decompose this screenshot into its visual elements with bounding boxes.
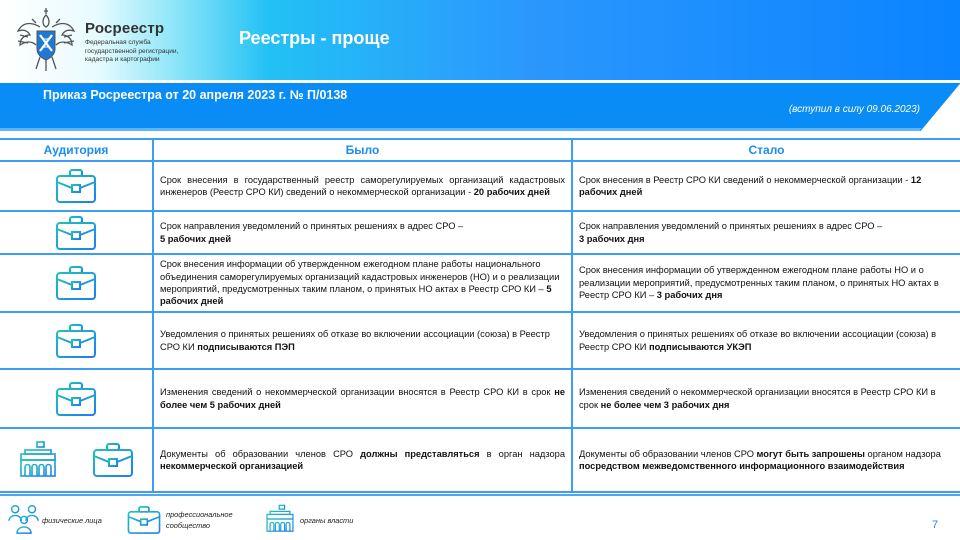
brand-subtitle-line: кадастра и картографии (85, 56, 160, 64)
now-highlight: подписываются УКЭП (649, 341, 752, 352)
was-text: Уведомления о принятых решениях об отказе во включении ассоциации (союза) в Реестр СРО КИ (160, 329, 550, 352)
was-text: Срок внесения информации об утвержденном ежегодном плане работы национального объединения саморегулируемых организаций кадастровых инженеров (НО) и о реализации мероприятий, предусмотренных таким планом, о принятых НО актах в Реестр СРО КИ – (160, 259, 560, 294)
brand-subtitle-line: государственной регистрации, (85, 47, 179, 55)
slide-header (0, 0, 960, 80)
legend-professional-community (166, 509, 233, 531)
now-highlight: посредством межведомственного информационного взаимодействия (579, 461, 905, 471)
was-highlight: 5 рабочих дней (160, 284, 552, 307)
table-row (0, 211, 960, 254)
briefcase-icon (126, 505, 162, 535)
audience-cell (0, 211, 153, 254)
now-text: Изменения сведений о некоммерческой организации вносятся в Реестр СРО КИ в срок (579, 387, 936, 410)
was-cell (153, 312, 572, 369)
now-cell (572, 254, 960, 312)
now-highlight: не более чем 3 рабочих дня (600, 399, 730, 410)
now-highlight: 3 рабочих дня (656, 290, 723, 301)
was-highlight: 20 рабочих дней (473, 187, 550, 197)
was-cell (153, 211, 572, 254)
header-audience: Аудитория (0, 139, 153, 161)
government-building-icon (17, 440, 59, 480)
audience-cell (0, 161, 153, 211)
effective-date: (вступил в силу 09.06.2023) (788, 104, 920, 115)
was-cell (153, 161, 572, 211)
table-header-row (0, 139, 960, 161)
now-cell (572, 369, 960, 428)
was-text: Срок внесения в государственный реестр саморегулируемых организаций кадастровых инженеров (Реестр СРО КИ) сведений о некоммерческой организации - (160, 174, 565, 197)
brand-name: Росреестр (85, 20, 165, 37)
now-text: Уведомления о принятых решениях об отказе во включении ассоциации (союза) в Реестр СРО КИ (579, 329, 937, 352)
briefcase-icon (54, 381, 98, 417)
table-row (0, 428, 960, 492)
legend-individuals: физические лица (42, 516, 102, 525)
briefcase-icon (54, 168, 98, 204)
legend-label-line: профессиональное (166, 510, 233, 519)
table-row (0, 369, 960, 428)
now-text: Документы об образовании членов СРО (579, 448, 757, 459)
was-text: Документы об образовании членов СРО (160, 448, 361, 459)
now-highlight: 3 рабочих дня (579, 233, 645, 244)
header-was: Было (153, 139, 572, 161)
was-cell (153, 254, 572, 312)
legend-authorities: органы власти (300, 516, 354, 525)
now-cell (572, 161, 960, 211)
brand-block (85, 20, 178, 65)
briefcase-icon (54, 215, 98, 251)
audience-cell (0, 428, 153, 492)
audience-cell (0, 312, 153, 369)
page-number: 7 (932, 519, 939, 531)
audience-cell (0, 369, 153, 428)
people-icon (8, 504, 40, 534)
footer-divider-line (0, 494, 960, 496)
was-text: в орган надзора (479, 448, 565, 459)
was-highlight: подписываются ПЭП (197, 341, 295, 352)
order-banner (0, 83, 960, 131)
was-highlight: не более чем 5 рабочих дней (160, 387, 565, 410)
banner-corner-cut (920, 83, 960, 131)
now-text: Срок внесения в Реестр СРО КИ сведений о некоммерческой организации - (579, 174, 911, 185)
now-highlight: могут быть запрошены (756, 448, 865, 459)
table-row (0, 254, 960, 312)
now-text: Срок внесения информации об утвержденном ежегодном плане работы НО и о реализации мероприятий, предусмотренных таким планом, о принятых НО актах в Реестр СРО КИ – (579, 265, 939, 301)
brand-subtitle-line: Федеральная служба (85, 39, 151, 46)
was-text: Срок направления уведомлений о принятых решениях в адрес СРО – (160, 221, 464, 232)
was-text: Изменения сведений о некоммерческой организации вносятся в Реестр СРО КИ в срок (160, 387, 555, 398)
now-text: органом надзора (864, 448, 941, 459)
briefcase-icon (54, 265, 98, 301)
page-title: Реестры - проще (239, 28, 390, 48)
was-cell (153, 369, 572, 428)
brand-subtitle (85, 39, 178, 65)
legend-label-line: сообщество (166, 521, 211, 530)
table-row (0, 161, 960, 211)
now-cell (572, 428, 960, 492)
audience-cell (0, 254, 153, 312)
government-building-icon (264, 503, 296, 535)
now-cell (572, 211, 960, 254)
comparison-table (0, 138, 960, 493)
now-cell (572, 312, 960, 369)
briefcase-icon (91, 442, 135, 478)
double-headed-eagle-emblem-icon (14, 5, 78, 73)
now-highlight: 12 рабочих дней (579, 174, 922, 197)
header-now: Стало (572, 139, 960, 161)
was-cell (153, 428, 572, 492)
order-title: Приказ Росреестра от 20 апреля 2023 г. № П/0138 (43, 88, 348, 102)
was-highlight: 5 рабочих дней (160, 233, 232, 244)
was-highlight: некоммерческой организацией (160, 461, 304, 471)
was-highlight: должны представляться (360, 448, 480, 459)
table-row (0, 312, 960, 369)
now-text: Срок направления уведомлений о принятых решениях в адрес СРО – (579, 221, 883, 232)
briefcase-icon (54, 323, 98, 359)
